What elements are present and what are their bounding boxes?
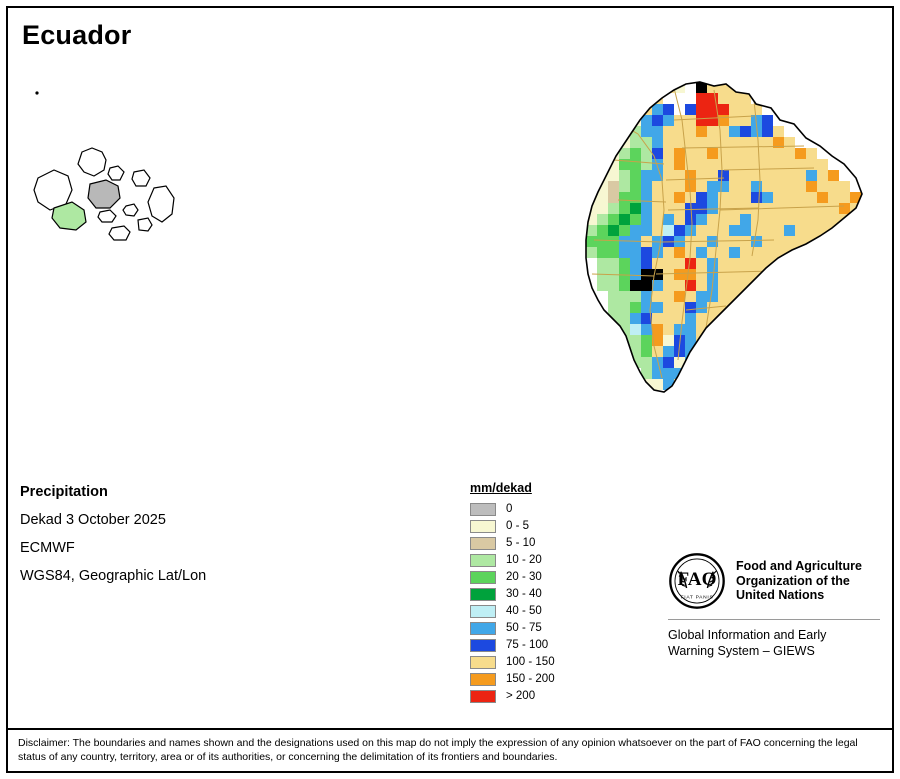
legend-label: > 200 [506, 690, 536, 702]
legend-swatch [470, 520, 496, 533]
legend-label: 40 - 50 [506, 605, 542, 617]
legend-item [470, 654, 620, 671]
legend-item [470, 586, 620, 603]
legend-label: 20 - 30 [506, 571, 542, 583]
caption-period: Dekad 3 October 2025 [20, 512, 166, 528]
legend-swatch [470, 690, 496, 703]
legend-label: 50 - 75 [506, 622, 542, 634]
legend-swatch [470, 537, 496, 550]
legend-item [470, 518, 620, 535]
legend-item [470, 501, 620, 518]
fao-name-line-1: Food and Agriculture [736, 559, 862, 574]
legend-swatch [470, 571, 496, 584]
legend-swatch [470, 503, 496, 516]
legend-item [470, 688, 620, 705]
fao-motto: FIAT PANIS [680, 595, 714, 601]
legend-swatch [470, 554, 496, 567]
legend-item [470, 603, 620, 620]
galapagos-islands [34, 91, 174, 240]
page-title: Ecuador [22, 20, 132, 50]
fao-logo-icon [668, 552, 726, 610]
caption-variable: Precipitation [20, 484, 108, 500]
map-caption [20, 484, 440, 596]
giews-line-1: Global Information and Early [668, 628, 827, 642]
legend-item [470, 535, 620, 552]
legend-label: 75 - 100 [506, 639, 549, 651]
map-canvas [14, 60, 886, 460]
fao-name-line-2: Organization of the [736, 573, 850, 588]
caption-source: ECMWF [20, 540, 75, 556]
fao-letters: FAO [677, 569, 717, 591]
legend-label: 100 - 150 [506, 656, 555, 668]
legend-swatch [470, 588, 496, 601]
legend-title: mm/dekad [470, 481, 532, 495]
legend-swatch [470, 639, 496, 652]
precipitation-raster [574, 80, 886, 430]
disclaimer-text: Disclaimer: The boundaries and names shown and the designations used on this map do not imply the expression of any opinion whatsoever on the part of FAO concerning the legal status of any country, territory, area or of its authorities, or concerning the delimitation of its frontiers and boundaries. [18, 737, 858, 763]
legend-item [470, 569, 620, 586]
fao-name [736, 559, 862, 603]
giews-text [668, 627, 878, 659]
map-legend [470, 481, 620, 705]
caption-projection: WGS84, Geographic Lat/Lon [20, 568, 207, 584]
divider [668, 619, 880, 620]
giews-line-2: Warning System – GIEWS [668, 644, 815, 658]
disclaimer-divider [8, 728, 892, 730]
legend-label: 0 - 5 [506, 520, 530, 532]
fao-branding [668, 552, 878, 659]
legend-label: 0 [506, 503, 513, 515]
legend-item [470, 620, 620, 637]
legend-item [470, 552, 620, 569]
legend-swatch [470, 656, 496, 669]
legend-label: 30 - 40 [506, 588, 542, 600]
legend-swatch [470, 673, 496, 686]
legend-label: 10 - 20 [506, 554, 542, 566]
legend-item [470, 671, 620, 688]
fao-name-line-3: United Nations [736, 588, 825, 603]
legend-label: 150 - 200 [506, 673, 555, 685]
legend-swatch [470, 622, 496, 635]
legend-label: 5 - 10 [506, 537, 536, 549]
legend-item [470, 637, 620, 654]
legend-swatch [470, 605, 496, 618]
